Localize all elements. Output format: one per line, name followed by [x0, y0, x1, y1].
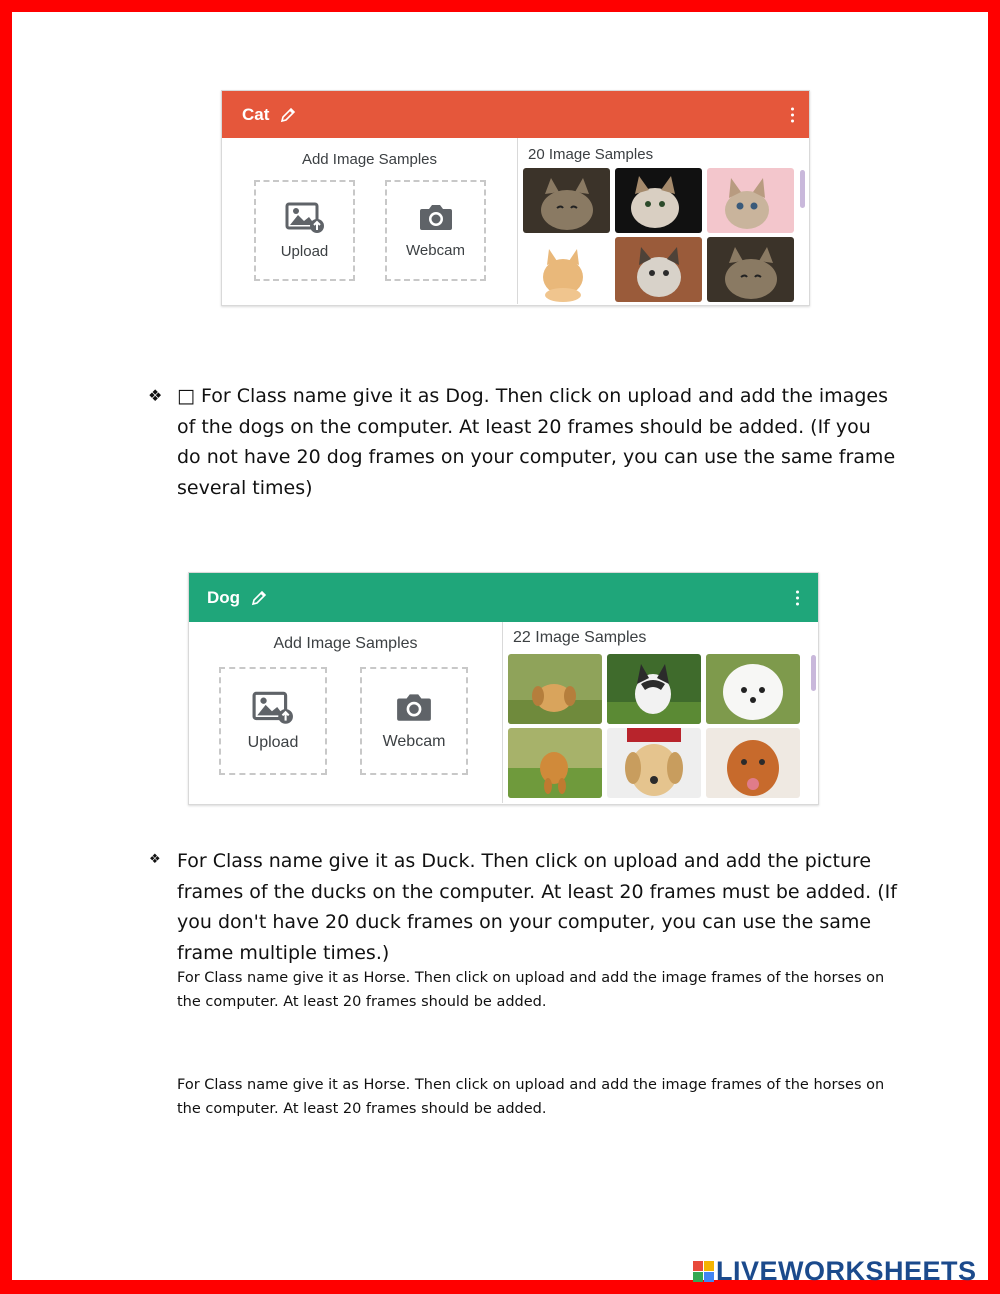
dog-thumbnail[interactable] — [508, 654, 602, 724]
class-name[interactable]: Dog — [207, 587, 241, 607]
more-options-icon[interactable] — [791, 107, 795, 122]
dog-instruction: □ For Class name give it as Dog. Then click on upload and add the images of the dogs on the computer. At least 20 frames should be added. (If you do not have 20 dog frames on your computer, you can use the same frame several times) — [177, 385, 896, 499]
upload-button[interactable] — [219, 667, 327, 775]
class-card-dog — [188, 572, 819, 805]
class-name[interactable]: Cat — [242, 104, 270, 124]
upload-button[interactable] — [254, 180, 355, 281]
dog-thumbnail[interactable] — [607, 654, 701, 724]
webcam-label: Webcam — [382, 733, 446, 750]
cat-thumbnail[interactable] — [707, 237, 794, 302]
dog-thumbnail[interactable] — [508, 728, 602, 798]
camera-icon — [395, 691, 433, 723]
dog-thumbnail[interactable] — [607, 728, 701, 798]
sample-count: 22 Image Samples — [513, 629, 647, 646]
add-samples-label: Add Image Samples — [301, 151, 438, 168]
logo-mark-icon — [693, 1261, 714, 1282]
edit-pencil-icon[interactable] — [279, 106, 297, 124]
upload-image-icon — [285, 201, 325, 233]
scrollbar[interactable] — [811, 655, 816, 691]
horse-instruction-1: For Class name give it as Horse. Then click on upload and add the image frames of the horses on the computer. At least 20 frames should be added. — [177, 970, 885, 1010]
upload-label: Upload — [247, 734, 299, 751]
samples-panel — [518, 138, 808, 304]
cat-thumbnail[interactable] — [523, 237, 610, 302]
camera-icon — [418, 202, 454, 232]
add-samples-label: Add Image Samples — [273, 635, 418, 652]
webcam-label: Webcam — [406, 242, 465, 259]
samples-panel — [503, 622, 817, 803]
more-options-icon[interactable] — [796, 590, 800, 605]
add-samples-panel — [222, 138, 518, 304]
cat-thumbnail[interactable] — [707, 168, 794, 233]
horse-instruction-2: For Class name give it as Horse. Then click on upload and add the image frames of the horses on the computer. At least 20 frames should be added. — [177, 1077, 885, 1117]
bullet-icon: ❖ — [148, 386, 163, 405]
dog-thumbnail[interactable] — [706, 728, 800, 798]
duck-instruction: For Class name give it as Duck. Then click on upload and add the picture frames of the ducks on the computer. At least 20 frames must be added. (If you don't have 20 duck frames on your computer, you can use the same frame multiple times.) — [177, 850, 897, 964]
cat-thumbnail[interactable] — [615, 168, 702, 233]
scrollbar[interactable] — [800, 170, 805, 208]
cat-thumbnail[interactable] — [523, 168, 610, 233]
card-header — [222, 91, 809, 138]
edit-pencil-icon[interactable] — [250, 589, 268, 607]
cat-thumbnail[interactable] — [615, 237, 702, 302]
card-header — [189, 573, 818, 622]
brand-name: LIVEWORKSHEETS — [716, 1256, 977, 1286]
webcam-button[interactable] — [360, 667, 468, 775]
class-card-cat — [221, 90, 810, 306]
bullet-icon: ❖ — [149, 852, 161, 867]
liveworksheets-logo — [693, 1256, 977, 1287]
sample-count: 20 Image Samples — [528, 146, 654, 163]
webcam-button[interactable] — [385, 180, 486, 281]
upload-label: Upload — [280, 243, 329, 260]
dog-thumbnail[interactable] — [706, 654, 800, 724]
upload-image-icon — [252, 690, 294, 724]
add-samples-panel — [189, 622, 503, 803]
